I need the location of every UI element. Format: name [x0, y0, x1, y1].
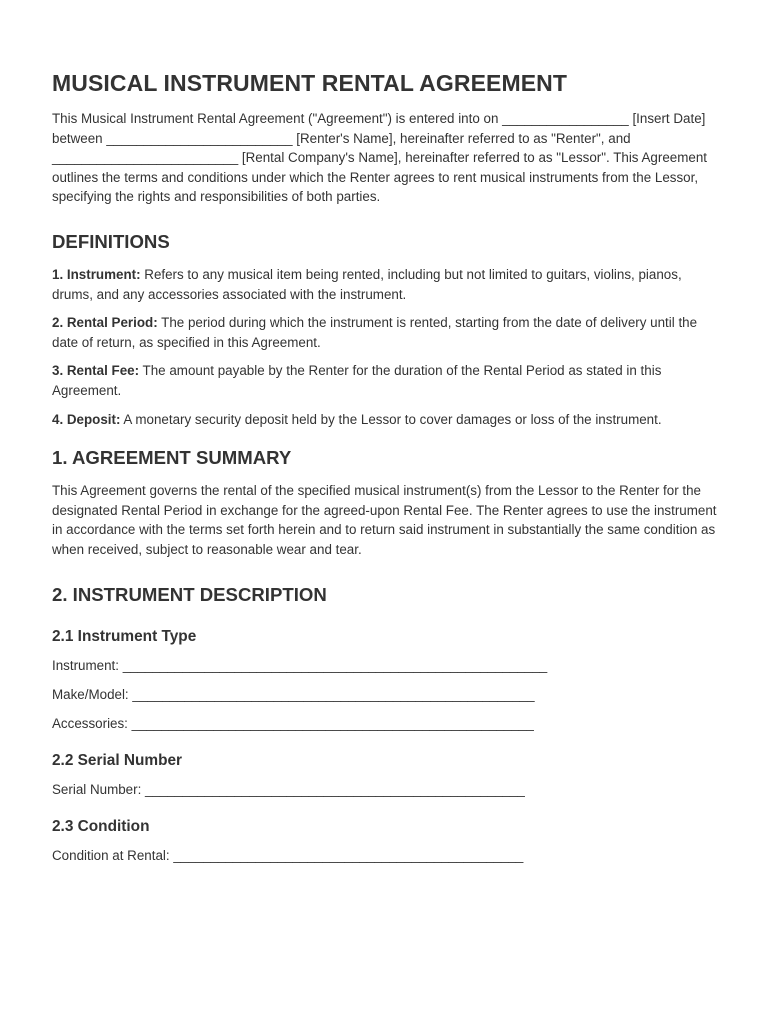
definition-term: 3. Rental Fee: — [52, 363, 140, 379]
serial-number-heading: 2.2 Serial Number — [52, 751, 183, 769]
instrument-field — [52, 656, 722, 675]
instrument-type-fields — [52, 656, 722, 733]
serial-number-blank-line[interactable]: ___________________________________________________ — [145, 781, 525, 797]
field-label: Accessories: — [52, 715, 128, 731]
document-page — [52, 70, 722, 884]
summary-paragraph: This Agreement governs the rental of the specified musical instrument(s) from the Lessor to the Renter for the designated Rental Period in exchange for the agreed-upon Rental Fee. The Renter agrees to use the instrument in accordance with the terms set forth herein and to return said instrument in substantially the same condition as when received, subject to reasonable wear and tear. — [52, 483, 717, 557]
definitions-section — [52, 231, 722, 429]
definition-text: Refers to any musical item being rented, including but not limited to guitars, violins, pianos, drums, and any accessories associated with the instrument. — [52, 266, 682, 302]
field-label: Condition at Rental: — [52, 847, 170, 863]
instrument-description-heading: 2. INSTRUMENT DESCRIPTION — [52, 583, 327, 605]
condition-heading: 2.3 Condition — [52, 817, 150, 835]
field-label: Instrument: — [52, 657, 119, 673]
condition-field — [52, 846, 722, 865]
document-title: MUSICAL INSTRUMENT RENTAL AGREEMENT — [52, 70, 568, 96]
accessories-field — [52, 714, 722, 733]
definition-item — [52, 361, 722, 400]
condition-fields — [52, 846, 722, 865]
definition-item — [52, 265, 722, 304]
definition-text: The period during which the instrument is rented, starting from the date of delivery until the date of return, as specified in this Agreement. — [52, 315, 698, 350]
field-label: Make/Model: — [52, 686, 129, 702]
make-model-blank-line[interactable]: ______________________________________________________ — [132, 686, 535, 702]
serial-number-field — [52, 780, 722, 799]
intro-paragraph: This Musical Instrument Rental Agreement ("Agreement") is entered into on _________________ [Insert Date] between _________________________ [Renter's Name], hereinafter referred to as "Renter", and _________________________ [Rental Company's Name], hereinafter referred to as "Lessor". This Agreement outlines the terms and conditions under which the Renter agrees to rent musical instruments from the Lessor, specifying the rights and responsibilities of both parties. — [52, 111, 707, 205]
condition-blank-line[interactable]: _______________________________________________ — [173, 847, 524, 863]
summary-heading: 1. AGREEMENT SUMMARY — [52, 447, 292, 469]
field-label: Serial Number: — [52, 781, 142, 797]
instrument-blank-line[interactable]: _________________________________________________________ — [122, 657, 548, 673]
definition-term: 1. Instrument: — [52, 266, 141, 282]
definition-term: 2. Rental Period: — [52, 315, 158, 331]
instrument-type-heading: 2.1 Instrument Type — [52, 627, 197, 645]
definition-item — [52, 313, 722, 352]
make-model-field — [52, 685, 722, 704]
definition-text: A monetary security deposit held by the Lessor to cover damages or loss of the instrument. — [120, 411, 662, 427]
definitions-heading: DEFINITIONS — [52, 230, 170, 252]
definition-item — [52, 410, 722, 430]
definition-text: The amount payable by the Renter for the duration of the Rental Period as stated in this Agreement. — [52, 363, 662, 398]
definition-term: 4. Deposit: — [52, 411, 121, 427]
instrument-description-section — [52, 584, 722, 865]
agreement-summary-section — [52, 447, 722, 559]
accessories-blank-line[interactable]: ______________________________________________________ — [131, 715, 534, 731]
serial-number-fields — [52, 780, 722, 799]
